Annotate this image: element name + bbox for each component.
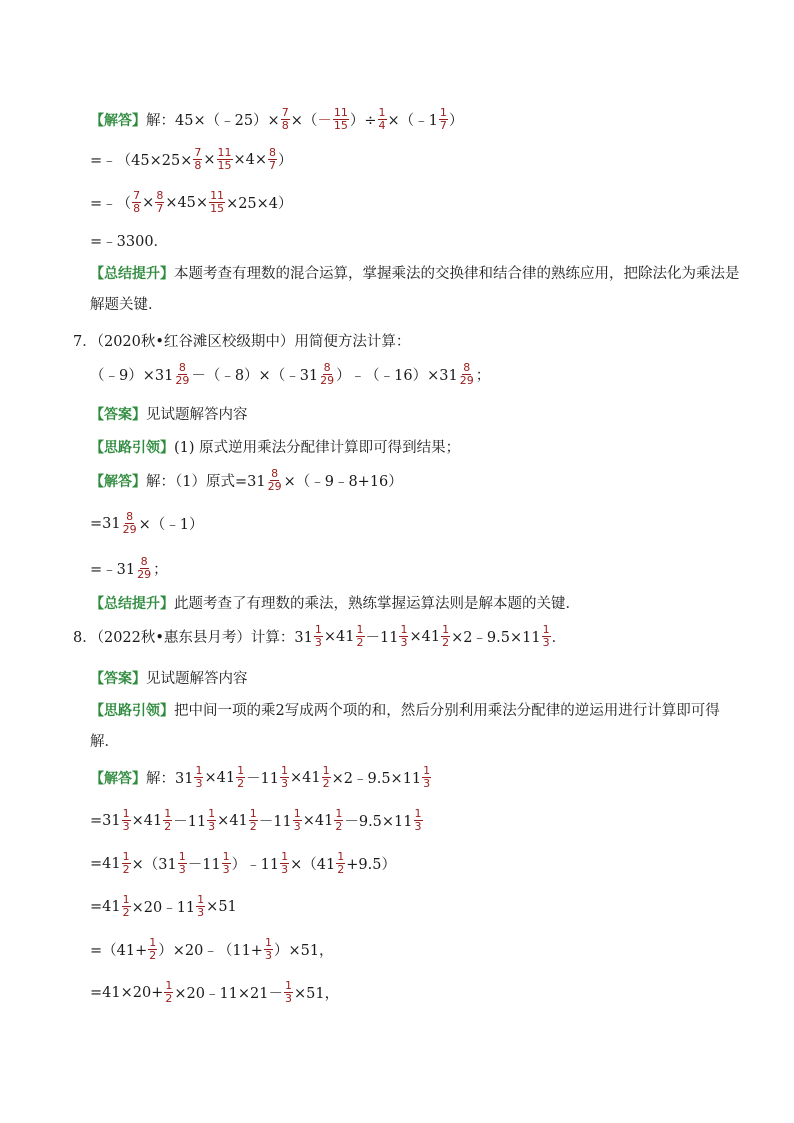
fraction: $\frac{1}{3}$ xyxy=(222,850,230,876)
answer-detail-tag: 【解答】 xyxy=(90,112,146,129)
fraction: $\frac{8}{29}$ xyxy=(175,361,190,387)
fraction: $\frac{11}{15}$ xyxy=(217,146,232,172)
fraction: $\frac{1}{3}$ xyxy=(195,764,203,790)
text: ） xyxy=(278,153,293,169)
text: ×（﹣1） xyxy=(138,517,204,533)
fraction: $\frac{1}{2}$ xyxy=(164,807,172,833)
text: =41 xyxy=(90,855,121,872)
text: +9.5） xyxy=(346,857,396,873)
q7-summary xyxy=(90,592,580,613)
summary-tag: 【总结提升】 xyxy=(90,265,174,282)
q8-hint xyxy=(90,699,720,720)
text: 见试题解答内容 xyxy=(146,671,248,687)
text: 解题关键． xyxy=(90,297,163,313)
fraction: $\frac{11}{15}$ xyxy=(333,106,348,132)
text: ） xyxy=(448,113,464,129)
text: ×45× xyxy=(165,194,209,211)
q7-title xyxy=(73,330,410,351)
fraction: $\frac{1}{3}$ xyxy=(197,893,205,919)
p6-line-4 xyxy=(90,230,168,251)
fraction: $\frac{1}{2}$ xyxy=(149,936,157,962)
p6-summary xyxy=(90,262,740,283)
text: =﹣31 xyxy=(90,562,136,578)
text: ×41 xyxy=(409,628,441,645)
text: 解：（1）原式=31 xyxy=(146,474,266,490)
text: ×（ xyxy=(290,113,318,129)
q8-solution-5 xyxy=(90,937,334,962)
fraction: $\frac{7}{8}$ xyxy=(281,106,289,132)
text: 见试题解答内容 xyxy=(146,407,248,423)
text: －11 xyxy=(365,630,399,646)
text: －11 xyxy=(258,814,292,830)
text: ×4× xyxy=(233,151,268,168)
text: =（41+ xyxy=(90,943,148,959)
p6-line-3 xyxy=(90,190,293,215)
fraction: $\frac{1}{3}$ xyxy=(178,850,186,876)
text: ×41 xyxy=(302,812,334,829)
p6-line-2 xyxy=(90,147,293,172)
answer-detail-tag: 【解答】 xyxy=(90,473,146,490)
fraction: $\frac{1}{2}$ xyxy=(322,764,330,790)
fraction: $\frac{1}{2}$ xyxy=(249,807,257,833)
text: ； xyxy=(153,562,168,578)
text: × xyxy=(142,194,155,211)
fraction: $\frac{11}{15}$ xyxy=(210,189,225,215)
text: =31 xyxy=(90,812,121,829)
q8-solution-1 xyxy=(90,765,432,790)
q7-expression xyxy=(90,362,490,387)
q8-solution-6 xyxy=(90,980,339,1005)
q8-solution-4 xyxy=(90,894,237,919)
q8-solution-3 xyxy=(90,851,396,876)
text: ×（﹣9﹣8+16） xyxy=(283,474,403,490)
text: － xyxy=(317,113,332,129)
fraction: $\frac{8}{29}$ xyxy=(137,555,152,581)
text: × xyxy=(203,151,216,168)
q8-hint-cont xyxy=(90,730,119,751)
fraction: $\frac{1}{3}$ xyxy=(208,807,216,833)
hint-tag: 【思路引领】 xyxy=(90,439,174,456)
answer-tag: 【答案】 xyxy=(90,670,146,687)
fraction: $\frac{8}{29}$ xyxy=(320,361,335,387)
text: ×41 xyxy=(204,769,236,786)
text: －11 xyxy=(173,814,207,830)
fraction: $\frac{8}{29}$ xyxy=(267,467,282,493)
q7-hint xyxy=(90,436,460,457)
text: =﹣3300． xyxy=(90,234,169,250)
p6-line-1 xyxy=(90,107,463,132)
text: ×41 xyxy=(323,628,355,645)
text: 解． xyxy=(90,734,119,750)
text: ）﹣11 xyxy=(231,857,280,873)
text: ； xyxy=(475,368,491,384)
text: =41 xyxy=(90,898,121,915)
q7-solution-2 xyxy=(90,511,203,536)
text: 解：31 xyxy=(146,771,194,787)
text: （﹣9）×31 xyxy=(90,368,174,384)
summary-tag: 【总结提升】 xyxy=(90,595,174,612)
q7-answer xyxy=(90,403,248,424)
answer-detail-tag: 【解答】 xyxy=(90,770,146,787)
q7-solution-3 xyxy=(90,556,168,581)
answer-tag: 【答案】 xyxy=(90,406,146,423)
q8-answer xyxy=(90,667,248,688)
text: ×20﹣11 xyxy=(131,900,196,916)
fraction: $\frac{1}{3}$ xyxy=(542,623,550,649)
text: ×（﹣1 xyxy=(387,113,438,129)
text: ×41 xyxy=(290,769,321,786)
fraction: $\frac{1}{3}$ xyxy=(281,764,289,790)
text: ×20﹣11×21－ xyxy=(174,986,284,1002)
fraction: $\frac{1}{2}$ xyxy=(442,623,450,649)
fraction: $\frac{8}{29}$ xyxy=(459,361,474,387)
text: ． xyxy=(551,630,567,646)
fraction: $\frac{1}{3}$ xyxy=(264,936,272,962)
fraction: $\frac{1}{2}$ xyxy=(122,893,130,919)
fraction: $\frac{1}{2}$ xyxy=(335,807,343,833)
fraction: $\frac{8}{29}$ xyxy=(122,510,137,536)
text: ×25×4） xyxy=(226,196,293,212)
fraction: $\frac{1}{3}$ xyxy=(414,807,422,833)
text: 本题考查有理数的混合运算，掌握乘法的交换律和结合律的熟练应用，把除法化为乘法是 xyxy=(174,266,740,282)
text: ×51， xyxy=(294,986,340,1002)
fraction: $\frac{1}{2}$ xyxy=(337,850,345,876)
fraction: $\frac{1}{7}$ xyxy=(439,106,447,132)
text: 解：45×（﹣25）× xyxy=(146,113,280,129)
text: 此题考查了有理数的乘法，熟练掌握运算法则是解本题的关键． xyxy=(174,596,580,612)
fraction: $\frac{1}{4}$ xyxy=(378,106,386,132)
fraction: $\frac{7}{8}$ xyxy=(194,146,202,172)
fraction: $\frac{1}{3}$ xyxy=(314,623,322,649)
text: ）﹣（﹣16）×31 xyxy=(336,368,458,384)
text: －11 xyxy=(246,771,280,787)
fraction: $\frac{1}{3}$ xyxy=(423,764,431,790)
fraction: $\frac{1}{3}$ xyxy=(281,850,289,876)
fraction: $\frac{7}{8}$ xyxy=(133,189,141,215)
text: ×51 xyxy=(206,898,237,915)
text: ）×51， xyxy=(273,943,334,959)
text: =41×20+ xyxy=(90,984,164,1001)
p6-summary-cont xyxy=(90,293,163,314)
text: －9.5×11 xyxy=(344,814,413,830)
fraction: $\frac{8}{7}$ xyxy=(156,189,164,215)
text: 把中间一项的乘2写成两个项的和，然后分别利用乘法分配律的逆运用进行计算即可得 xyxy=(174,703,720,719)
q8-solution-2 xyxy=(90,808,424,833)
fraction: $\frac{1}{2}$ xyxy=(165,979,173,1005)
text: =﹣（ xyxy=(90,196,132,212)
fraction: $\frac{1}{3}$ xyxy=(122,807,130,833)
text: 8．（2022秋•惠东县月考）计算：31 xyxy=(73,630,313,646)
text: －11 xyxy=(187,857,221,873)
q7-solution-1 xyxy=(90,468,403,493)
fraction: $\frac{1}{2}$ xyxy=(237,764,245,790)
fraction: $\frac{8}{7}$ xyxy=(269,146,277,172)
text: ×41 xyxy=(131,812,163,829)
text: －（﹣8）×（﹣31 xyxy=(191,368,319,384)
fraction: $\frac{1}{3}$ xyxy=(400,623,408,649)
fraction: $\frac{1}{2}$ xyxy=(122,850,130,876)
text: 7．（2020秋•红谷滩区校级期中）用简便方法计算： xyxy=(73,334,411,350)
text: (1) 原式逆用乘法分配律计算即可得到结果； xyxy=(174,440,461,456)
text: ×（31 xyxy=(131,857,177,873)
text: ×41 xyxy=(217,812,248,829)
fraction: $\frac{1}{3}$ xyxy=(293,807,301,833)
q8-title xyxy=(73,624,566,649)
text: =31 xyxy=(90,515,121,532)
text: ×2﹣9.5×11 xyxy=(331,771,422,787)
fraction: $\frac{1}{3}$ xyxy=(285,979,293,1005)
text: ）×20﹣（11+ xyxy=(158,943,263,959)
fraction: $\frac{1}{2}$ xyxy=(356,623,364,649)
hint-tag: 【思路引领】 xyxy=(90,702,174,719)
text: =﹣（45×25× xyxy=(90,153,193,169)
text: ×（41 xyxy=(290,857,336,873)
text: ）÷ xyxy=(349,113,377,129)
text: ×2﹣9.5×11 xyxy=(451,630,541,646)
